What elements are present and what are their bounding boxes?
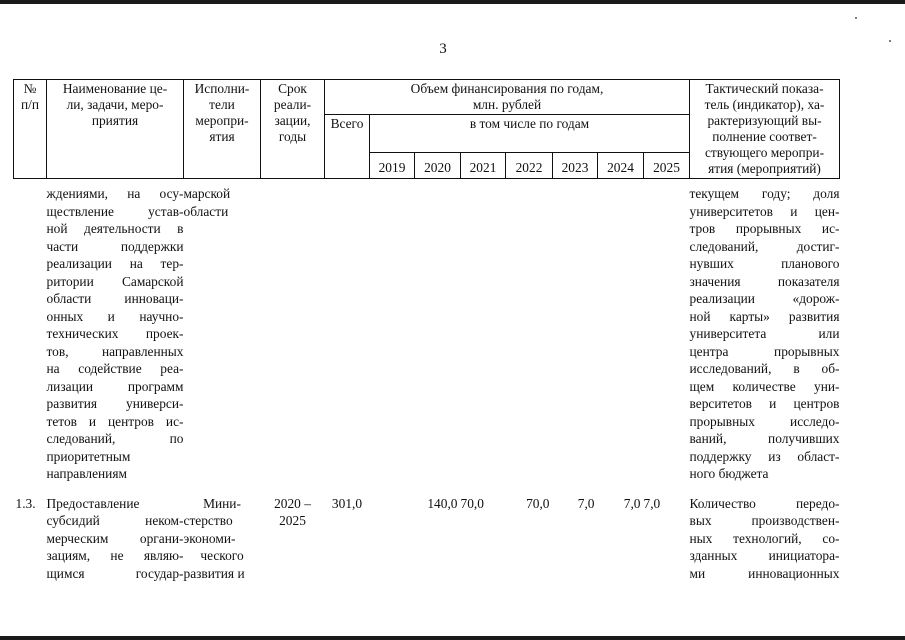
row-year-value bbox=[415, 185, 461, 483]
text-line: ных технологий, со- bbox=[689, 530, 840, 546]
text-line: ной карты» развития bbox=[689, 308, 840, 324]
scan-edge-top bbox=[0, 0, 905, 4]
text-line: 2020 – bbox=[274, 495, 311, 511]
header-text-line: Срок bbox=[278, 81, 307, 96]
header-name bbox=[47, 80, 184, 179]
scan-speck bbox=[889, 40, 891, 42]
row-year-value bbox=[644, 185, 690, 483]
text-line: вых производствен- bbox=[689, 513, 840, 528]
row-number bbox=[14, 185, 47, 483]
text-line: ществление устав- bbox=[46, 203, 184, 219]
text-line: текущем году; доля bbox=[689, 186, 840, 201]
text-line: реализации «дорож- bbox=[689, 291, 840, 306]
row-year-value bbox=[370, 185, 415, 483]
text-line: зданных инициатора- bbox=[689, 548, 840, 563]
header-text-line: полнение соответ- bbox=[712, 129, 817, 144]
header-text-line: меропри- bbox=[195, 113, 249, 128]
text-line: щимся государ- bbox=[46, 565, 184, 581]
text-line: реализации на тер- bbox=[46, 256, 184, 271]
header-subheader: в том числе по годам bbox=[370, 115, 690, 153]
text-line: Предоставление bbox=[46, 495, 140, 511]
text-line: исследований, в об- bbox=[689, 361, 840, 376]
text-line: следований, достиг- bbox=[689, 238, 840, 254]
text-line: ждениями, на осу- bbox=[46, 186, 184, 201]
header-financing bbox=[325, 80, 690, 115]
text-line: ческого bbox=[200, 548, 244, 563]
text-line: Количество передо- bbox=[689, 495, 840, 511]
table-row bbox=[14, 495, 840, 583]
header-text-line: Наименование це- bbox=[62, 81, 168, 96]
header-text-line: приятия bbox=[91, 113, 139, 128]
header-year: 2025 bbox=[644, 153, 690, 179]
header-year: 2022 bbox=[506, 153, 553, 179]
text-line: щем количестве уни- bbox=[689, 378, 840, 394]
text-line: следований, по bbox=[46, 431, 184, 446]
text-line: прорывных исследо- bbox=[689, 413, 840, 429]
text-line: экономи- bbox=[183, 530, 236, 546]
header-text-line: рактеризующий вы- bbox=[707, 113, 822, 128]
text-line: ного бюджета bbox=[689, 466, 769, 481]
text-line: технических проек- bbox=[46, 326, 184, 341]
row-year-value: 70,0 bbox=[460, 495, 484, 511]
text-line: развития и bbox=[183, 565, 245, 581]
header-text-line: годы bbox=[278, 129, 307, 144]
table-header-row bbox=[14, 80, 840, 115]
header-text-line: ятия bbox=[209, 129, 235, 144]
header-year: 2024 bbox=[598, 153, 644, 179]
text-line: мерческим органи- bbox=[46, 530, 184, 546]
row-year-value: 70,0 bbox=[526, 495, 550, 511]
header-number bbox=[14, 80, 47, 179]
financing-table bbox=[13, 79, 840, 582]
text-line: марской bbox=[183, 186, 231, 201]
row-year-value bbox=[598, 185, 644, 483]
row-year-value bbox=[461, 185, 506, 483]
header-year: 2021 bbox=[461, 153, 506, 179]
row-executor bbox=[184, 495, 261, 583]
header-text-line: Тактический показа- bbox=[705, 81, 824, 96]
text-line: тров прорывных ис- bbox=[689, 221, 840, 236]
row-total bbox=[325, 185, 370, 483]
header-text-line: зации, bbox=[274, 113, 311, 128]
row-year-value bbox=[370, 495, 415, 583]
text-line: ной деятельности в bbox=[46, 221, 184, 236]
row-year-value: 7,0 bbox=[623, 495, 641, 511]
header-total: Всего bbox=[325, 115, 370, 179]
row-term bbox=[261, 185, 325, 483]
header-text-line: тель (индикатор), ха- bbox=[704, 97, 825, 112]
text-line: тов, направленных bbox=[46, 343, 184, 359]
text-line: области инноваци- bbox=[46, 291, 184, 306]
header-text-line: ли, задачи, меро- bbox=[66, 97, 164, 112]
header-text-line: млн. рублей bbox=[472, 97, 542, 112]
text-line: приоритетным bbox=[46, 448, 131, 464]
text-line: университетов и цен- bbox=[689, 203, 840, 219]
text-line: нувших планового bbox=[689, 256, 840, 271]
text-line: ми инновационных bbox=[689, 565, 840, 581]
text-line: университета или bbox=[689, 326, 840, 341]
row-indicator bbox=[690, 495, 840, 583]
header-text-line: реали- bbox=[273, 97, 312, 112]
text-line: верситетов и центров bbox=[689, 396, 840, 411]
row-year-value bbox=[553, 185, 598, 483]
row-year-value: 140,0 bbox=[427, 495, 458, 511]
text-line: направлениям bbox=[46, 466, 127, 481]
row-name bbox=[47, 185, 184, 483]
row-indicator bbox=[690, 185, 840, 483]
text-line: области bbox=[183, 203, 229, 219]
header-text-line: тели bbox=[209, 97, 235, 112]
text-line: ритории Самарской bbox=[46, 273, 184, 289]
text-line: лизации программ bbox=[46, 378, 184, 394]
scan-speck bbox=[855, 17, 857, 19]
header-text-line: п/п bbox=[20, 97, 40, 112]
header-executor bbox=[184, 80, 261, 179]
header-indicator bbox=[690, 80, 840, 179]
row-executor bbox=[184, 185, 261, 483]
header-text-line: Исполни- bbox=[194, 81, 250, 96]
page-number: 3 bbox=[439, 41, 447, 57]
header-text-line: ятия (мероприятий) bbox=[708, 161, 821, 176]
row-name bbox=[47, 495, 184, 583]
text-line: онных и научно- bbox=[46, 308, 184, 324]
text-line: значения показателя bbox=[689, 273, 840, 289]
row-term bbox=[261, 495, 325, 583]
text-line: развития универси- bbox=[46, 396, 184, 411]
header-text-line: Объем финансирования по годам, bbox=[410, 81, 604, 96]
header-text-line: № bbox=[23, 81, 37, 96]
row-year-value bbox=[506, 185, 553, 483]
text-line: центра прорывных bbox=[689, 343, 840, 359]
text-line: поддержку из област- bbox=[689, 448, 840, 464]
row-total: 301,0 bbox=[331, 495, 363, 511]
text-line: субсидий неком- bbox=[46, 513, 184, 528]
header-year: 2023 bbox=[553, 153, 598, 179]
text-line: ваний, получивших bbox=[689, 431, 840, 446]
row-number: 1.3. bbox=[15, 495, 36, 511]
row-year-value: 7,0 bbox=[577, 495, 595, 511]
scan-edge-bottom bbox=[0, 636, 905, 640]
text-line: на содействие реа- bbox=[46, 361, 184, 376]
text-line: части поддержки bbox=[46, 238, 184, 254]
table-row bbox=[14, 185, 840, 483]
header-text-line: ствующего меропри- bbox=[704, 145, 825, 160]
text-line: тетов и центров ис- bbox=[46, 413, 184, 429]
text-line: зациям, не являю- bbox=[46, 548, 184, 563]
header-term bbox=[261, 80, 325, 179]
row-year-value: 7,0 bbox=[643, 495, 661, 511]
text-line: стерство bbox=[183, 513, 233, 528]
text-line: 2025 bbox=[279, 513, 306, 528]
text-line: Мини- bbox=[203, 495, 241, 511]
header-year: 2019 bbox=[370, 153, 415, 179]
header-year: 2020 bbox=[415, 153, 461, 179]
